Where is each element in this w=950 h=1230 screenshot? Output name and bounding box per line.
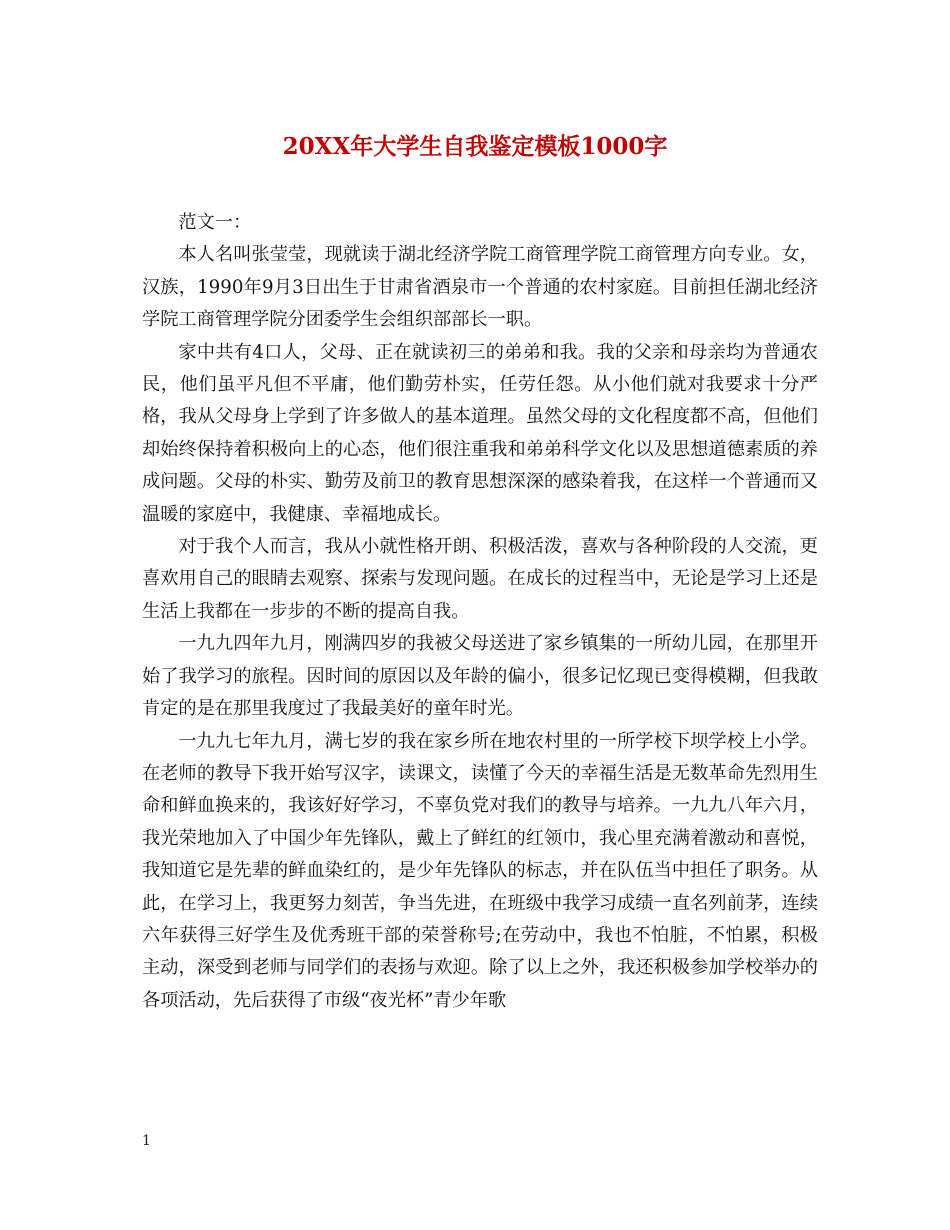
paragraph-introduction: 本人名叫张莹莹，现就读于湖北经济学院工商管理学院工商管理方向专业。女，汉族，1990年9月3日出生于甘肃省酒泉市一个普通的农村家庭。目前担任湖北经济学院工商管理学院分团委学生会组织部部长一职。 <box>142 244 818 331</box>
paragraph-family: 家中共有4口人，父母、正在就读初三的弟弟和我。我的父亲和母亲均为普通农民，他们虽平凡但不平庸，他们勤劳朴实，任劳任怨。从小他们就对我要求十分严格，我从父母身上学到了许多做人的基本道理。虽然父母的文化程度都不高，但他们却始终保持着积极向上的心态，他们很注重我和弟弟科学文化以及思想道德素质的养成问题。父母的朴实、勤劳及前卫的教育思想深深的感染着我，在这样一个普通而又温暖的家庭中，我健康、幸福地成长。 <box>142 341 818 525</box>
page-number: 1 <box>142 1133 151 1149</box>
paragraph-kindergarten: 一九九四年九月，刚满四岁的我被父母送进了家乡镇集的一所幼儿园，在那里开始了我学习的旅程。因时间的原因以及年龄的偏小，很多记忆现已变得模糊，但我敢肯定的是在那里我度过了我最美好的童年时光。 <box>142 633 818 720</box>
document-body <box>142 207 818 1017</box>
paragraph-personality: 对于我个人而言，我从小就性格开朗、积极活泼，喜欢与各种阶段的人交流，更喜欢用自己的眼睛去观察、探索与发现问题。在成长的过程当中，无论是学习上还是生活上我都在一步步的不断的提高自我。 <box>142 536 818 622</box>
paragraph-sample-label: 范文一： <box>178 212 252 233</box>
document-title: 20XX年大学生自我鉴定模板1000字 <box>282 133 668 160</box>
paragraph-primary-school: 一九九七年九月，满七岁的我在家乡所在地农村里的一所学校下坝学校上小学。在老师的教导下我开始写汉字，读课文，读懂了今天的幸福生活是无数革命先烈用生命和鲜血换来的，我该好好学习，不辜负党对我们的教导与培养。一九九八年六月，我光荣地加入了中国少年先锋队，戴上了鲜红的红领巾，我心里充满着激动和喜悦，我知道它是先辈的鲜血染红的，是少年先锋队的标志，并在队伍当中担任了职务。从此，在学习上，我更努力刻苦，争当先进，在班级中我学习成绩一直名列前茅，连续六年获得三好学生及优秀班干部的荣誉称号;在劳动中，我也不怕脏，不怕累，积极主动，深受到老师与同学们的表扬与欢迎。除了以上之外，我还积极参加学校举办的各项活动，先后获得了市级“夜光杯”青少年歌 <box>142 730 818 1011</box>
